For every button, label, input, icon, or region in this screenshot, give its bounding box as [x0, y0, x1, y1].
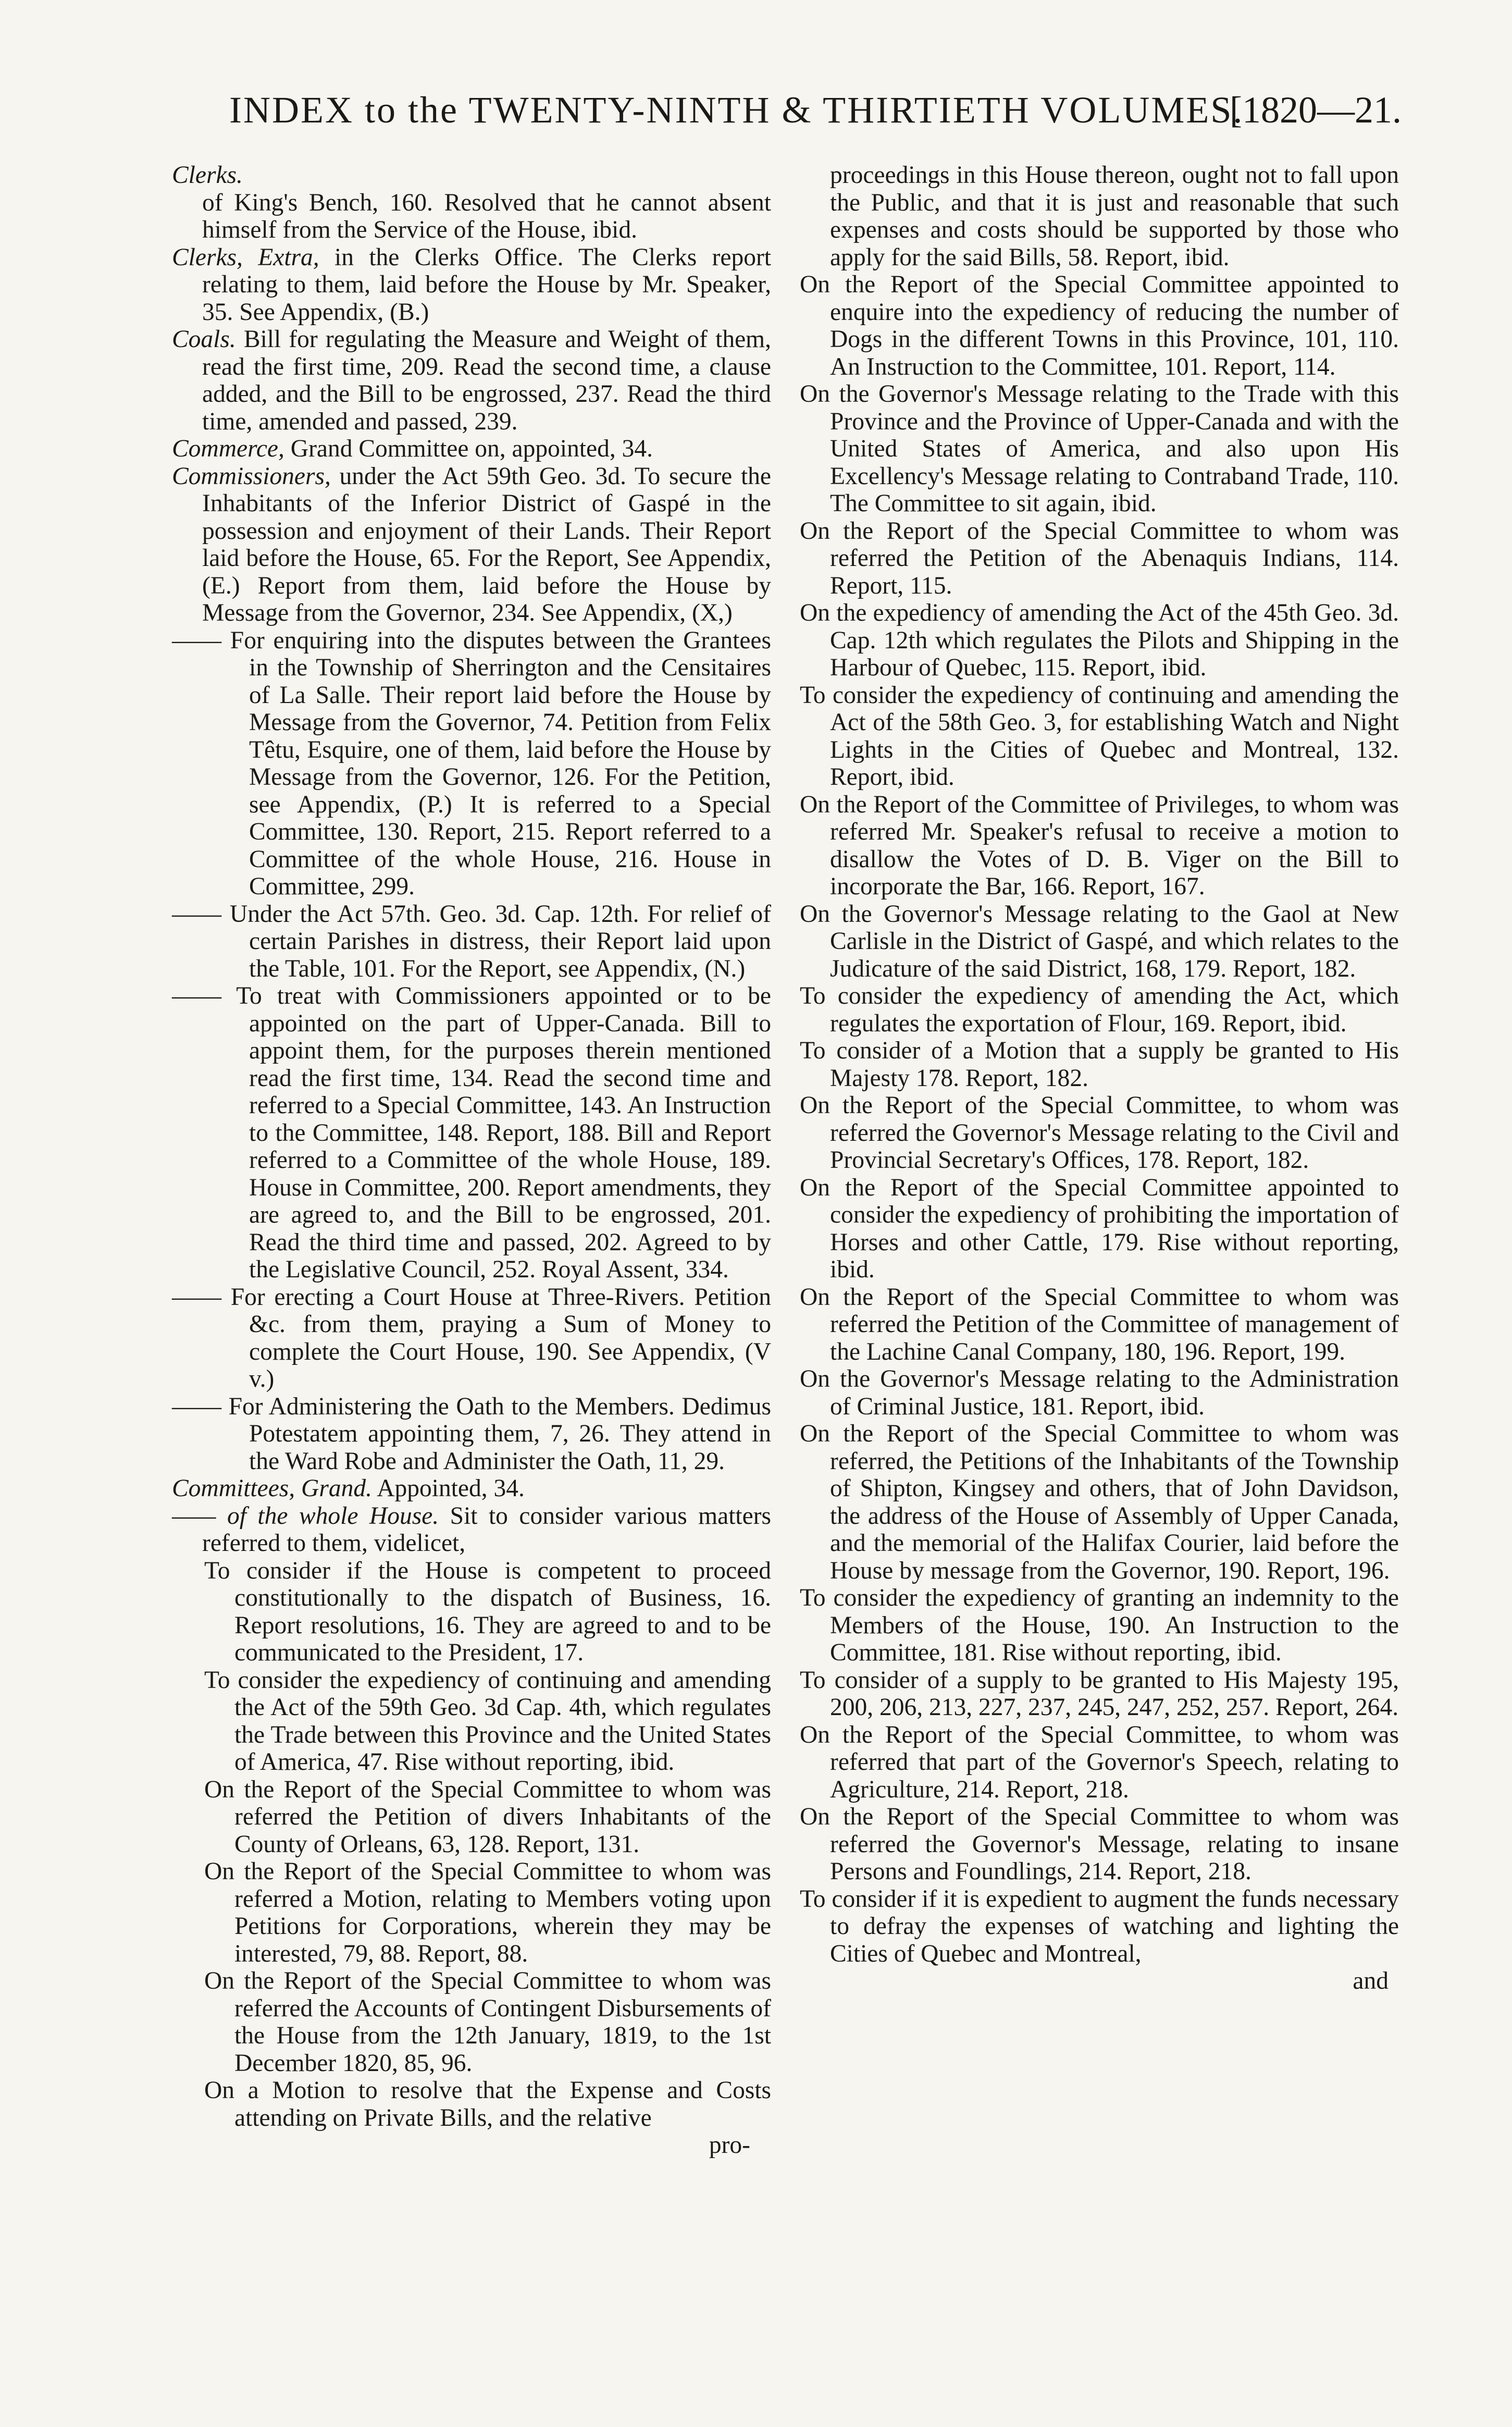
entry-heading: Commissioners,: [172, 462, 331, 490]
index-entry: On the expediency of amending the Act of the 45th Geo. 3d. Cap. 12th which regulates the Pilots and Shipping in the Harbour of Quebec, 115. Report, ibid.: [800, 599, 1399, 681]
entry-heading: Clerks, Extra,: [172, 243, 319, 271]
catchword: pro-: [709, 2132, 750, 2159]
entry-heading: —— of the whole House.: [172, 1502, 439, 1530]
index-entry: To consider the expediency of granting an indemnity to the Members of the House, 190. An Instruction to the Committee, 181. Rise without reporting, ibid.: [800, 1584, 1399, 1666]
index-entry: To consider the expediency of continuing and amending the Act of the 58th Geo. 3, for establishing Watch and Night Lights in the Cities of Quebec and Montreal, 132. Report, ibid.: [800, 681, 1399, 791]
catchword: and: [1353, 1967, 1389, 1994]
index-entry: On the Report of the Special Committee, to whom was referred that part of the Governor's Speech, relating to Agriculture, 214. Report, 218.: [800, 1721, 1399, 1803]
index-entry: —— Under the Act 57th. Geo. 3d. Cap. 12th. For relief of certain Parishes in distress, their Report laid upon the Table, 101. For the Report, see Appendix, (N.): [172, 900, 771, 982]
entry-text: Appointed, 34.: [371, 1475, 525, 1502]
index-entry: On a Motion to resolve that the Expense and Costs attending on Private Bills, and the relative: [204, 2077, 771, 2132]
index-entry: On the Report of the Special Committee to whom was referred the Petition of divers Inhabitants of the County of Orleans, 63, 128. Report, 131.: [204, 1776, 771, 1858]
index-entry: [172, 244, 771, 326]
index-entry: —— For erecting a Court House at Three-Rivers. Petition &c. from them, praying a Sum of Money to complete the Court House, 190. See Appendix, (V v.): [172, 1283, 771, 1393]
index-entry: On the Report of the Special Committee to whom was referred, the Petitions of the Inhabitants of the Township of Shipton, Kingsey and others, that of John Davidson, the address of the House of Assembly of Upper Canada, and the memorial of the Halifax Courier, laid before the House by message from the Governor, 190. Report, 196.: [800, 1420, 1399, 1584]
index-entry: On the Report of the Special Committee to whom was referred a Motion, relating to Members voting upon Petitions for Corporations, wherein they may be interested, 79, 88. Report, 88.: [204, 1858, 771, 1967]
index-entry: On the Governor's Message relating to the Administration of Criminal Justice, 181. Report, ibid.: [800, 1365, 1399, 1420]
index-entry: To consider if it is expedient to augment the funds necessary to defray the expenses of watching and lighting the Cities of Quebec and Montreal,: [800, 1885, 1399, 1967]
page-title: INDEX to the TWENTY-NINTH & THIRTIETH VOLUMES.: [229, 89, 1244, 131]
index-entry: On the Governor's Message relating to the Trade with this Province and the Province of Upper-Canada and with the United States of America, and also upon His Excellency's Message relating to Contraband Trade, 110. The Committee to sit again, ibid.: [800, 380, 1399, 517]
index-entry: On the Report of the Special Committee to whom was referred the Governor's Message, relating to insane Persons and Foundlings, 214. Report, 218.: [800, 1803, 1399, 1885]
index-entry: To consider of a supply to be granted to His Majesty 195, 200, 206, 213, 227, 237, 245, 247, 252, 257. Report, 264.: [800, 1666, 1399, 1721]
index-entry: —— To treat with Commissioners appointed or to be appointed on the part of Upper-Canada. Bill to appoint them, for the purposes therein mentioned read the first time, 134. Read the second time and referred to a Special Committee, 143. An Instruction to the Committee, 148. Report, 188. Bill and Report referred to a Committee of the whole House, 189. House in Committee, 200. Report amendments, they are agreed to, and the Bill to be engrossed, 201. Read the third time and passed, 202. Agreed to by the Legislative Council, 252. Royal Assent, 334.: [172, 982, 771, 1283]
index-entry: —— For enquiring into the disputes between the Grantees in the Township of Sherrington and the Censitaires of La Salle. Their report laid before the House by Message from the Governor, 74. Petition from Felix Têtu, Esquire, one of them, laid before the House by Message from the Governor, 126. For the Petition, see Appendix, (P.) It is referred to a Special Committee, 130. Report, 215. Report referred to a Committee of the whole House, 216. House in Committee, 299.: [172, 626, 771, 900]
index-entry: To consider the expediency of amending the Act, which regulates the exportation of Flour, 169. Report, ibid.: [800, 982, 1399, 1037]
entry-heading: Coals.: [172, 326, 236, 353]
index-entry: To consider the expediency of continuing and amending the Act of the 59th Geo. 3d Cap. 4th, which regulates the Trade between this Province and the United States of America, 47. Rise without reporting, ibid.: [204, 1666, 771, 1776]
index-entry: [172, 463, 771, 627]
page-year-range: [1820—21.: [1230, 89, 1402, 131]
left-column: [172, 162, 771, 2159]
index-entry: On the Report of the Committee of Privileges, to whom was referred Mr. Speaker's refusal to receive a motion to disallow the Votes of D. B. Viger on the Bill to incorporate the Bar, 166. Report, 167.: [800, 791, 1399, 900]
index-entry: —— For Administering the Oath to the Members. Dedimus Potestatem appointing them, 7, 26. They attend in the Ward Robe and Administer the Oath, 11, 29.: [172, 1393, 771, 1475]
right-column: [800, 162, 1399, 1995]
index-entry: [172, 162, 771, 189]
entry-text: in the Clerks Office. The Clerks report relating to them, laid before the House by Mr. Speaker, 35. See Appendix, (B.): [202, 243, 771, 326]
entry-text: Grand Committee on, appointed, 34.: [284, 435, 653, 462]
index-entry: To consider if the House is competent to proceed constitutionally to the dispatch of Business, 16. Report resolutions, 16. They are agreed to and to be communicated to the President, 17.: [204, 1557, 771, 1666]
entry-text: under the Act 59th Geo. 3d. To secure the Inhabitants of the Inferior District of Gaspé in the possession and enjoyment of their Lands. Their Report laid before the House, 65. For the Report, See Appendix, (E.) Report from them, laid before the House by Message from the Governor, 234. See Appendix, (X,): [202, 462, 771, 626]
index-entry: On the Report of the Special Committee to whom was referred the Petition of the Abenaquis Indians, 114. Report, 115.: [800, 517, 1399, 599]
entry-text: Sit to consider various matters referred to them, videlicet,: [202, 1502, 771, 1557]
index-entry: On the Report of the Special Committee to whom was referred the Accounts of Contingent Disbursements of the House from the 12th January, 1819, to the 1st December 1820, 85, 96.: [204, 1967, 771, 2077]
index-entry: proceedings in this House thereon, ought not to fall upon the Public, and that it is just and reasonable that such expenses and costs should be supported by those who apply for the said Bills, 58. Report, ibid.: [830, 162, 1399, 271]
page-header: [172, 89, 1402, 146]
index-entry: On the Report of the Special Committee appointed to enquire into the expediency of reducing the number of Dogs in the different Towns in this Province, 101, 110. An Instruction to the Committee, 101. Report, 114.: [800, 271, 1399, 380]
index-entry: of King's Bench, 160. Resolved that he cannot absent himself from the Service of the House, ibid.: [202, 189, 771, 243]
entry-heading: Committees, Grand.: [172, 1475, 372, 1502]
index-entry: [172, 326, 771, 435]
index-entry: To consider of a Motion that a supply be granted to His Majesty 178. Report, 182.: [800, 1037, 1399, 1092]
index-entry: [172, 435, 771, 463]
index-entry: On the Report of the Special Committee to whom was referred the Petition of the Committee of management of the Lachine Canal Company, 180, 196. Report, 199.: [800, 1283, 1399, 1365]
index-entry: [172, 1475, 771, 1502]
entry-text: Bill for regulating the Measure and Weight of them, read the first time, 209. Read the second time, a clause added, and the Bill to be engrossed, 237. Read the third time, amended and passed, 239.: [202, 326, 771, 435]
index-entry: [172, 1502, 771, 1557]
entry-heading: Clerks.: [172, 162, 243, 189]
entry-heading: Commerce,: [172, 435, 284, 462]
index-entry: On the Governor's Message relating to the Gaol at New Carlisle in the District of Gaspé, and which relates to the Judicature of the said District, 168, 179. Report, 182.: [800, 900, 1399, 982]
index-entry: On the Report of the Special Committee appointed to consider the expediency of prohibiting the importation of Horses and other Cattle, 179. Rise without reporting, ibid.: [800, 1174, 1399, 1283]
index-entry: On the Report of the Special Committee, to whom was referred the Governor's Message relating to the Civil and Provincial Secretary's Offices, 178. Report, 182.: [800, 1092, 1399, 1174]
